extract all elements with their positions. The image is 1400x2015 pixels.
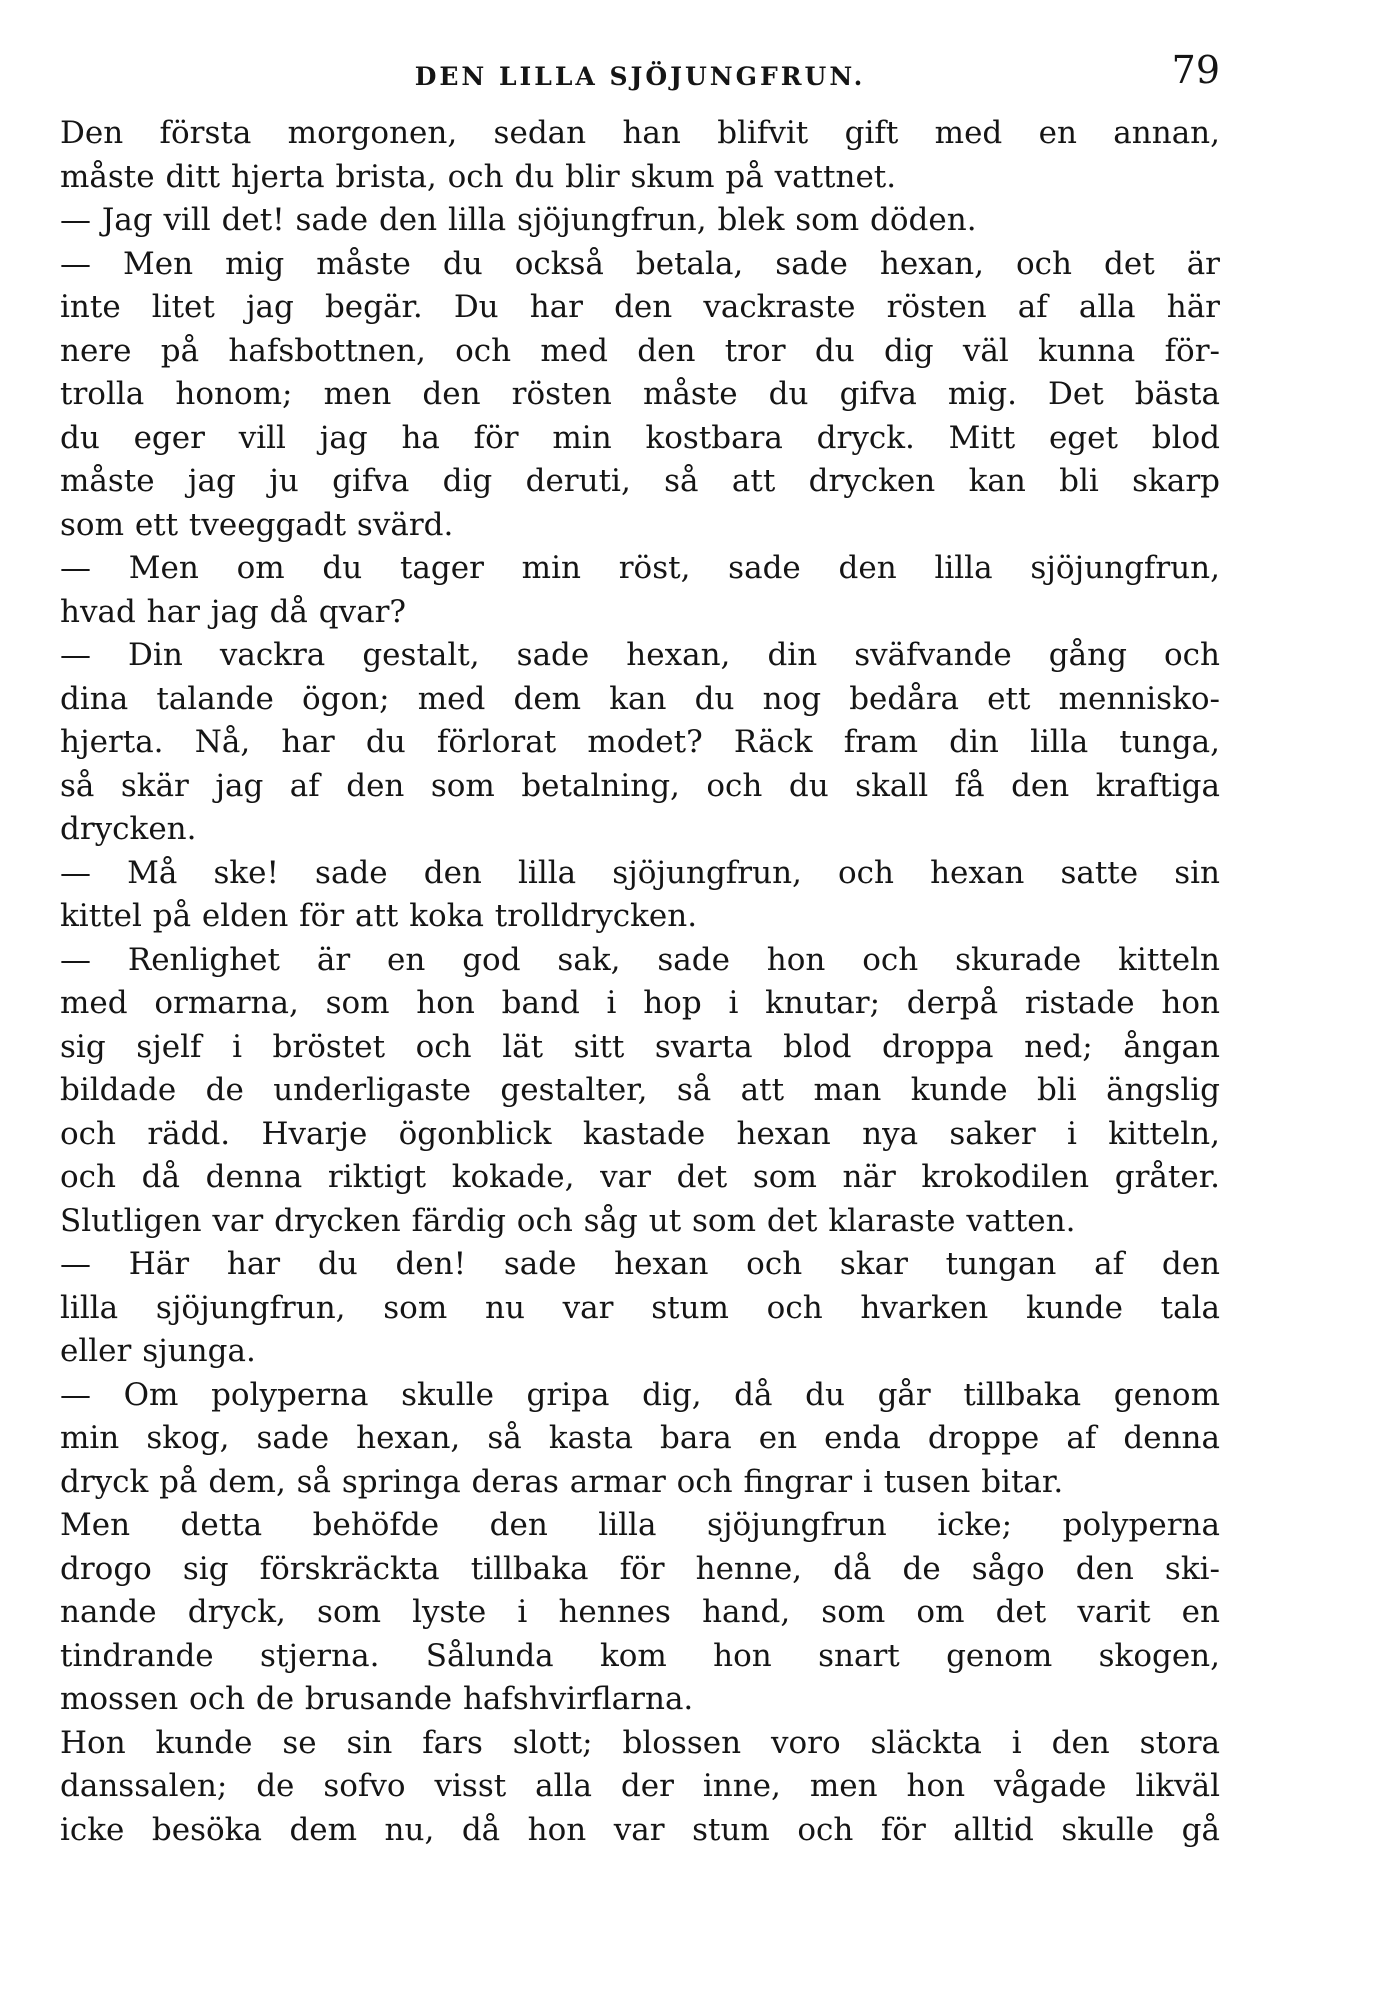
text-line: mossen och de brusande hafshvirflarna. [60, 1681, 694, 1717]
text-line: danssalen; de sofvo visst alla der inne, men hon vågade likväl [60, 1768, 1220, 1804]
text-line: inte litet jag begär. Du har den vackraste rösten af alla här [60, 289, 1220, 325]
text-line: — Här har du den! sade hexan och skar tungan af den [60, 1246, 1220, 1282]
text-line: trolla honom; men den rösten måste du gifva mig. Det bästa [60, 376, 1220, 412]
text-line: måste jag ju gifva dig deruti, så att drycken kan bli skarp [60, 463, 1220, 499]
text-line: och då denna riktigt kokade, var det som när krokodilen gråter. [60, 1159, 1220, 1195]
running-head [60, 48, 1220, 108]
text-line: lilla sjöjungfrun, som nu var stum och hvarken kunde tala [60, 1289, 1220, 1326]
text-line: Men detta behöfde den lilla sjöjungfrun icke; polyperna [60, 1507, 1220, 1543]
text-line: tindrande stjerna. Sålunda kom hon snart genom skogen, [60, 1637, 1220, 1674]
text-line: nande dryck, som lyste i hennes hand, som om det varit en [60, 1594, 1220, 1630]
text-line: Slutligen var drycken färdig och såg ut som det klaraste vatten. [60, 1202, 1076, 1239]
text-line: Hon kunde se sin fars slott; blossen voro släckta i den stora [60, 1724, 1220, 1761]
running-title: DEN LILLA SJÖJUNGFRUN. [414, 62, 866, 91]
body-text [60, 112, 1220, 1852]
text-line: — Renlighet är en god sak, sade hon och skurade kitteln [60, 941, 1220, 978]
text-line: och rädd. Hvarje ögonblick kastade hexan nya saker i kitteln, [60, 1115, 1220, 1152]
text-line: — Men om du tager min röst, sade den lilla sjöjungfrun, [60, 550, 1220, 586]
text-line: drogo sig förskräckta tillbaka för henne, då de sågo den ski- [60, 1550, 1220, 1587]
text-line: — Din vackra gestalt, sade hexan, din sväfvande gång och [60, 637, 1220, 673]
text-line: dina talande ögon; med dem kan du nog bedåra ett mennisko- [60, 680, 1220, 717]
text-line: dryck på dem, så springa deras armar och fingrar i tusen bitar. [60, 1463, 1064, 1500]
text-line: hjerta. Nå, har du förlorat modet? Räck fram din lilla tunga, [60, 724, 1220, 760]
text-line: nere på hafsbottnen, och med den tror du dig väl kunna för- [60, 332, 1220, 369]
text-line: — Må ske! sade den lilla sjöjungfrun, och hexan satte sin [60, 854, 1220, 891]
text-line: — Om polyperna skulle gripa dig, då du går tillbaka genom [60, 1376, 1220, 1413]
text-line: som ett tveeggadt svärd. [60, 506, 454, 543]
text-line: så skär jag af den som betalning, och du skall få den kraftiga [60, 767, 1220, 804]
text-line: drycken. [60, 811, 197, 847]
text-line: icke besöka dem nu, då hon var stum och för alltid skulle gå [60, 1811, 1220, 1848]
text-line: kittel på elden för att koka trolldrycken. [60, 898, 698, 934]
page-number: 79 [1171, 48, 1220, 92]
book-page [60, 0, 1220, 2015]
text-line: — Jag vill det! sade den lilla sjöjungfrun, blek som döden. [60, 202, 977, 238]
text-line: hvad har jag då qvar? [60, 593, 407, 630]
text-line: du eger vill jag ha för min kostbara dryck. Mitt eget blod [60, 419, 1220, 456]
text-line: bildade de underligaste gestalter, så att man kunde bli ängslig [60, 1072, 1220, 1108]
text-line: med ormarna, som hon band i hop i knutar; derpå ristade hon [60, 985, 1220, 1021]
text-line: Den första morgonen, sedan han blifvit gift med en annan, [60, 115, 1220, 151]
text-line: måste ditt hjerta brista, och du blir skum på vattnet. [60, 158, 897, 195]
text-line: sig sjelf i bröstet och lät sitt svarta blod droppa ned; ångan [60, 1028, 1220, 1065]
text-line: — Men mig måste du också betala, sade hexan, och det är [60, 245, 1220, 282]
text-line: min skog, sade hexan, så kasta bara en enda droppe af denna [60, 1420, 1220, 1456]
text-line: eller sjunga. [60, 1333, 256, 1369]
